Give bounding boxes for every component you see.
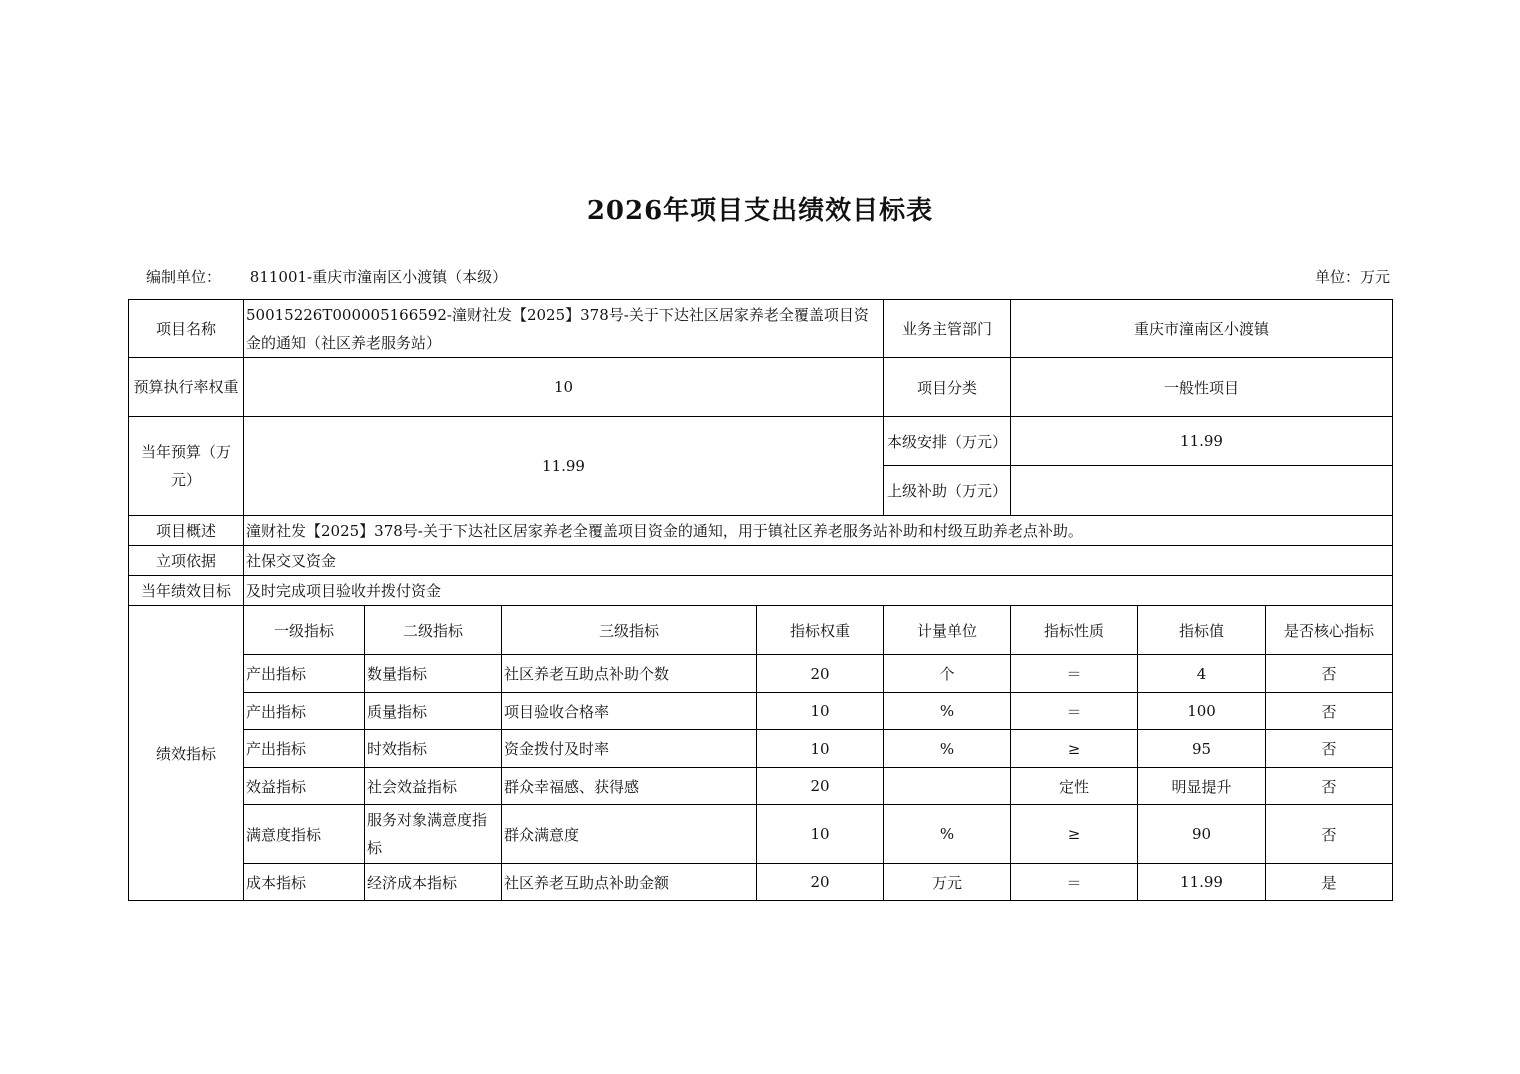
indicator-weight: 20 [757,864,884,901]
upper-value [1011,466,1393,516]
table-row [129,655,1393,693]
indicator-level2: 服务对象满意度指标 [365,805,502,864]
header-nature: 指标性质 [1011,606,1138,655]
indicator-level3: 群众幸福感、获得感 [502,768,757,805]
indicator-unit [884,768,1011,805]
exec-weight-label: 预算执行率权重 [129,358,244,417]
indicator-unit: 万元 [884,864,1011,901]
indicator-level1: 产出指标 [244,693,365,730]
indicator-level1: 产出指标 [244,730,365,768]
basis-value: 社保交叉资金 [244,546,1393,576]
indicator-core: 是 [1266,864,1393,901]
header-value: 指标值 [1138,606,1266,655]
header-level2: 二级指标 [365,606,502,655]
table-row [129,730,1393,768]
indicator-value: 100 [1138,693,1266,730]
indicator-weight: 10 [757,730,884,768]
header-level3: 三级指标 [502,606,757,655]
indicator-unit: 个 [884,655,1011,693]
table-row [129,768,1393,805]
goal-label: 当年绩效目标 [129,576,244,606]
indicator-nature: 定性 [1011,768,1138,805]
indicator-level1: 效益指标 [244,768,365,805]
upper-label: 上级补助（万元） [884,466,1011,516]
category-label: 项目分类 [884,358,1011,417]
goal-value: 及时完成项目验收并拨付资金 [244,576,1393,606]
indicator-core: 否 [1266,693,1393,730]
indicator-core: 否 [1266,805,1393,864]
indicators-label: 绩效指标 [129,606,244,901]
table-row [129,805,1393,864]
overview-label: 项目概述 [129,516,244,546]
indicator-level3: 资金拨付及时率 [502,730,757,768]
indicator-value: 95 [1138,730,1266,768]
budget-value: 11.99 [244,417,884,516]
page-title: 2026年项目支出绩效目标表 [586,196,934,226]
indicator-nature: ≥ [1011,805,1138,864]
performance-target-table [128,299,1393,901]
indicator-nature: ＝ [1011,864,1138,901]
indicator-level1: 产出指标 [244,655,365,693]
basis-label: 立项依据 [129,546,244,576]
indicator-core: 否 [1266,730,1393,768]
indicator-nature: ≥ [1011,730,1138,768]
indicator-value: 90 [1138,805,1266,864]
exec-weight-value: 10 [244,358,884,417]
overview-value: 潼财社发【2025】378号-关于下达社区居家养老全覆盖项目资金的通知，用于镇社区养老服务站补助和村级互助养老点补助。 [244,516,1393,546]
indicator-level3: 社区养老互助点补助个数 [502,655,757,693]
indicator-core: 否 [1266,768,1393,805]
indicator-level2: 社会效益指标 [365,768,502,805]
indicator-value: 明显提升 [1138,768,1266,805]
compiling-unit-label: 编制单位： [146,268,222,286]
dept-label: 业务主管部门 [884,300,1011,358]
currency-unit: 单位：万元 [1314,268,1390,286]
indicator-level3: 项目验收合格率 [502,693,757,730]
header-core: 是否核心指标 [1266,606,1393,655]
header-weight: 指标权重 [757,606,884,655]
header-level1: 一级指标 [244,606,365,655]
table-row [129,693,1393,730]
indicator-weight: 20 [757,768,884,805]
compiling-unit-value: 811001-重庆市潼南区小渡镇（本级） [249,268,508,286]
project-name-value: 50015226T000005166592-潼财社发【2025】378号-关于下达社区居家养老全覆盖项目资金的通知（社区养老服务站） [244,300,884,358]
project-name-label: 项目名称 [129,300,244,358]
dept-value: 重庆市潼南区小渡镇 [1011,300,1393,358]
indicator-level1: 满意度指标 [244,805,365,864]
indicator-unit: % [884,805,1011,864]
indicator-core: 否 [1266,655,1393,693]
indicator-weight: 20 [757,655,884,693]
indicator-level3: 社区养老互助点补助金额 [502,864,757,901]
indicator-unit: % [884,730,1011,768]
indicator-nature: ＝ [1011,655,1138,693]
header-unit: 计量单位 [884,606,1011,655]
local-value: 11.99 [1011,417,1393,466]
indicator-level2: 时效指标 [365,730,502,768]
indicator-level1: 成本指标 [244,864,365,901]
budget-label: 当年预算（万元） [129,417,244,516]
indicator-weight: 10 [757,805,884,864]
indicator-nature: ＝ [1011,693,1138,730]
indicator-value: 11.99 [1138,864,1266,901]
compiling-unit [146,266,507,287]
indicator-weight: 10 [757,693,884,730]
indicator-level2: 质量指标 [365,693,502,730]
indicator-value: 4 [1138,655,1266,693]
indicator-unit: % [884,693,1011,730]
local-label: 本级安排（万元） [884,417,1011,466]
table-row [129,864,1393,901]
indicator-level3: 群众满意度 [502,805,757,864]
indicator-level2: 经济成本指标 [365,864,502,901]
indicator-level2: 数量指标 [365,655,502,693]
category-value: 一般性项目 [1011,358,1393,417]
